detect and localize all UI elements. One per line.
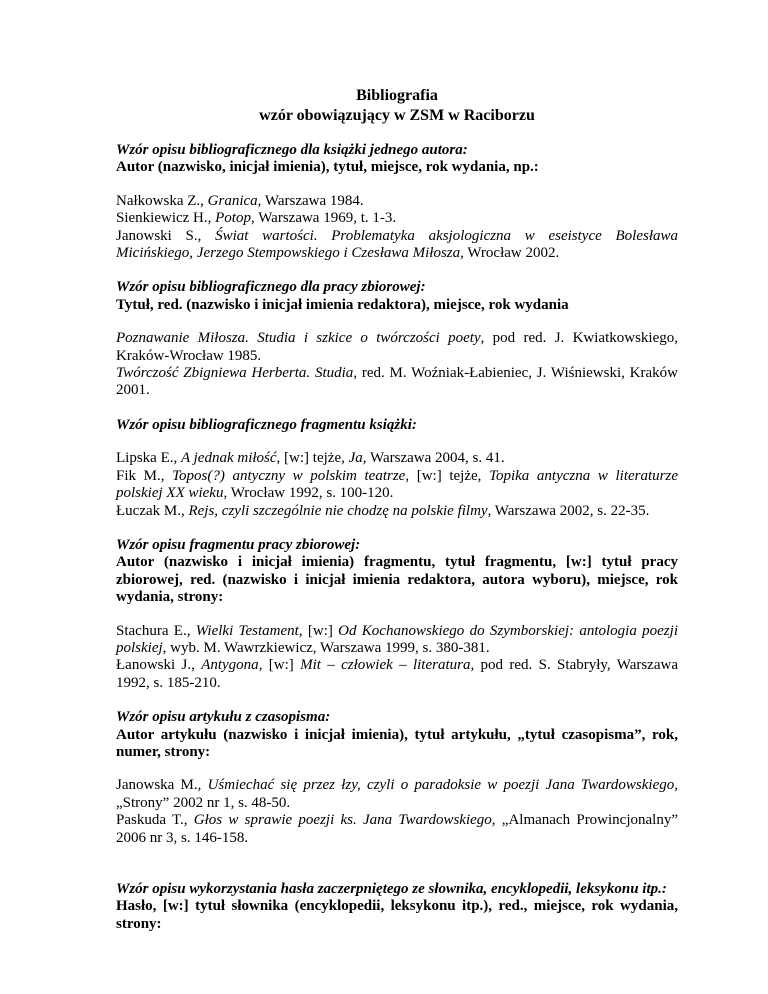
section-lead: Wzór opisu wykorzystania hasła zaczerpniętego ze słownika, encyklopedii, leksykonu itp.: <box>116 881 667 897</box>
section-formula: Autor artykułu (nazwisko i inicjał imienia), tytuł artykułu, „tytuł czasopisma”, rok, numer, strony: <box>116 726 678 760</box>
bibliography-entry: Fik M., Topos(?) antyczny w polskim teatrze, [w:] tejże, Topika antyczna w literaturze polskiej XX wieku, Wrocław 1992, s. 100-120. <box>116 467 678 502</box>
section-book-fragment <box>116 417 678 520</box>
bibliography-entry: Paskuda T., Głos w sprawie poezji ks. Jana Twardowskiego, „Almanach Prowincjonalny” 2006 nr 3, s. 146-158. <box>116 812 678 846</box>
document-title <box>116 86 678 126</box>
bibliography-entry: Twórczość Zbigniewa Herberta. Studia, red. M. Woźniak-Łabieniec, J. Wiśniewski, Kraków 2001. <box>116 365 678 399</box>
title-line-1: Bibliografia <box>356 87 438 104</box>
title-line-2: wzór obowiązujący w ZSM w Raciborzu <box>259 107 535 124</box>
section-formula: Autor (nazwisko i inicjał imienia) fragmentu, tytuł fragmentu, [w:] tytuł pracy zbiorowej, red. (nazwisko i inicjał imienia redaktora, autora wyboru), miejsce, rok wydania, strony: <box>116 554 678 606</box>
section-book-single-author <box>116 142 678 262</box>
bibliography-entry: Nałkowska Z., Granica, Warszawa 1984. <box>116 192 364 209</box>
section-lead: Wzór opisu bibliograficznego dla książki jednego autora: <box>116 142 468 158</box>
section-journal-article <box>116 709 678 847</box>
bibliography-entry: Stachura E., Wielki Testament, [w:] Od Kochanowskiego do Szymborskiej: antologia poezji polskiej, wyb. M. Wawrzkiewicz, Warszawa 1999, s. 380-381. <box>116 622 678 656</box>
bibliography-entry: Sienkiewicz H., Potop, Warszawa 1969, t. 1-3. <box>116 210 397 227</box>
section-collective-work <box>116 279 678 399</box>
bibliography-entry: Poznawanie Miłosza. Studia i szkice o twórczości poety, pod red. J. Kwiatkowskiego, Kraków-Wrocław 1985. <box>116 330 678 364</box>
section-lead: Wzór opisu artykułu z czasopisma: <box>116 709 331 726</box>
bibliography-entry: Janowski S., Świat wartości. Problematyka aksjologiczna w eseistyce Bolesława Micińskiego, Jerzego Stempowskiego i Czesława Miłosza, Wrocław 2002. <box>116 227 678 262</box>
section-dictionary-entry <box>116 881 678 933</box>
bibliography-entry: Lipska E., A jednak miłość, [w:] tejże, Ja, Warszawa 2004, s. 41. <box>116 450 505 467</box>
section-lead: Wzór opisu bibliograficznego dla pracy zbiorowej: <box>116 279 426 296</box>
bibliography-entry: Łuczak M., Rejs, czyli szczególnie nie chodzę na polskie filmy, Warszawa 2002, s. 22-35. <box>116 502 650 519</box>
section-lead: Wzór opisu bibliograficznego fragmentu książki: <box>116 416 417 433</box>
section-formula: Hasło, [w:] tytuł słownika (encyklopedii, leksykonu itp.), red., miejsce, rok wydania, strony: <box>116 898 678 932</box>
section-formula: Tytuł, red. (nazwisko i inicjał imienia redaktora), miejsce, rok wydania <box>116 296 569 313</box>
section-formula: Autor (nazwisko, inicjał imienia), tytuł, miejsce, rok wydania, np.: <box>116 159 539 176</box>
bibliography-entry: Janowska M., Uśmiechać się przez łzy, czyli o paradoksie w poezji Jana Twardowskiego, „Strony” 2002 nr 1, s. 48-50. <box>116 777 678 811</box>
section-lead: Wzór opisu fragmentu pracy zbiorowej: <box>116 536 361 553</box>
bibliography-entry: Łanowski J., Antygona, [w:] Mit – człowiek – literatura, pod red. S. Stabryły, Warszawa 1992, s. 185-210. <box>116 657 678 691</box>
section-collective-fragment <box>116 537 678 692</box>
